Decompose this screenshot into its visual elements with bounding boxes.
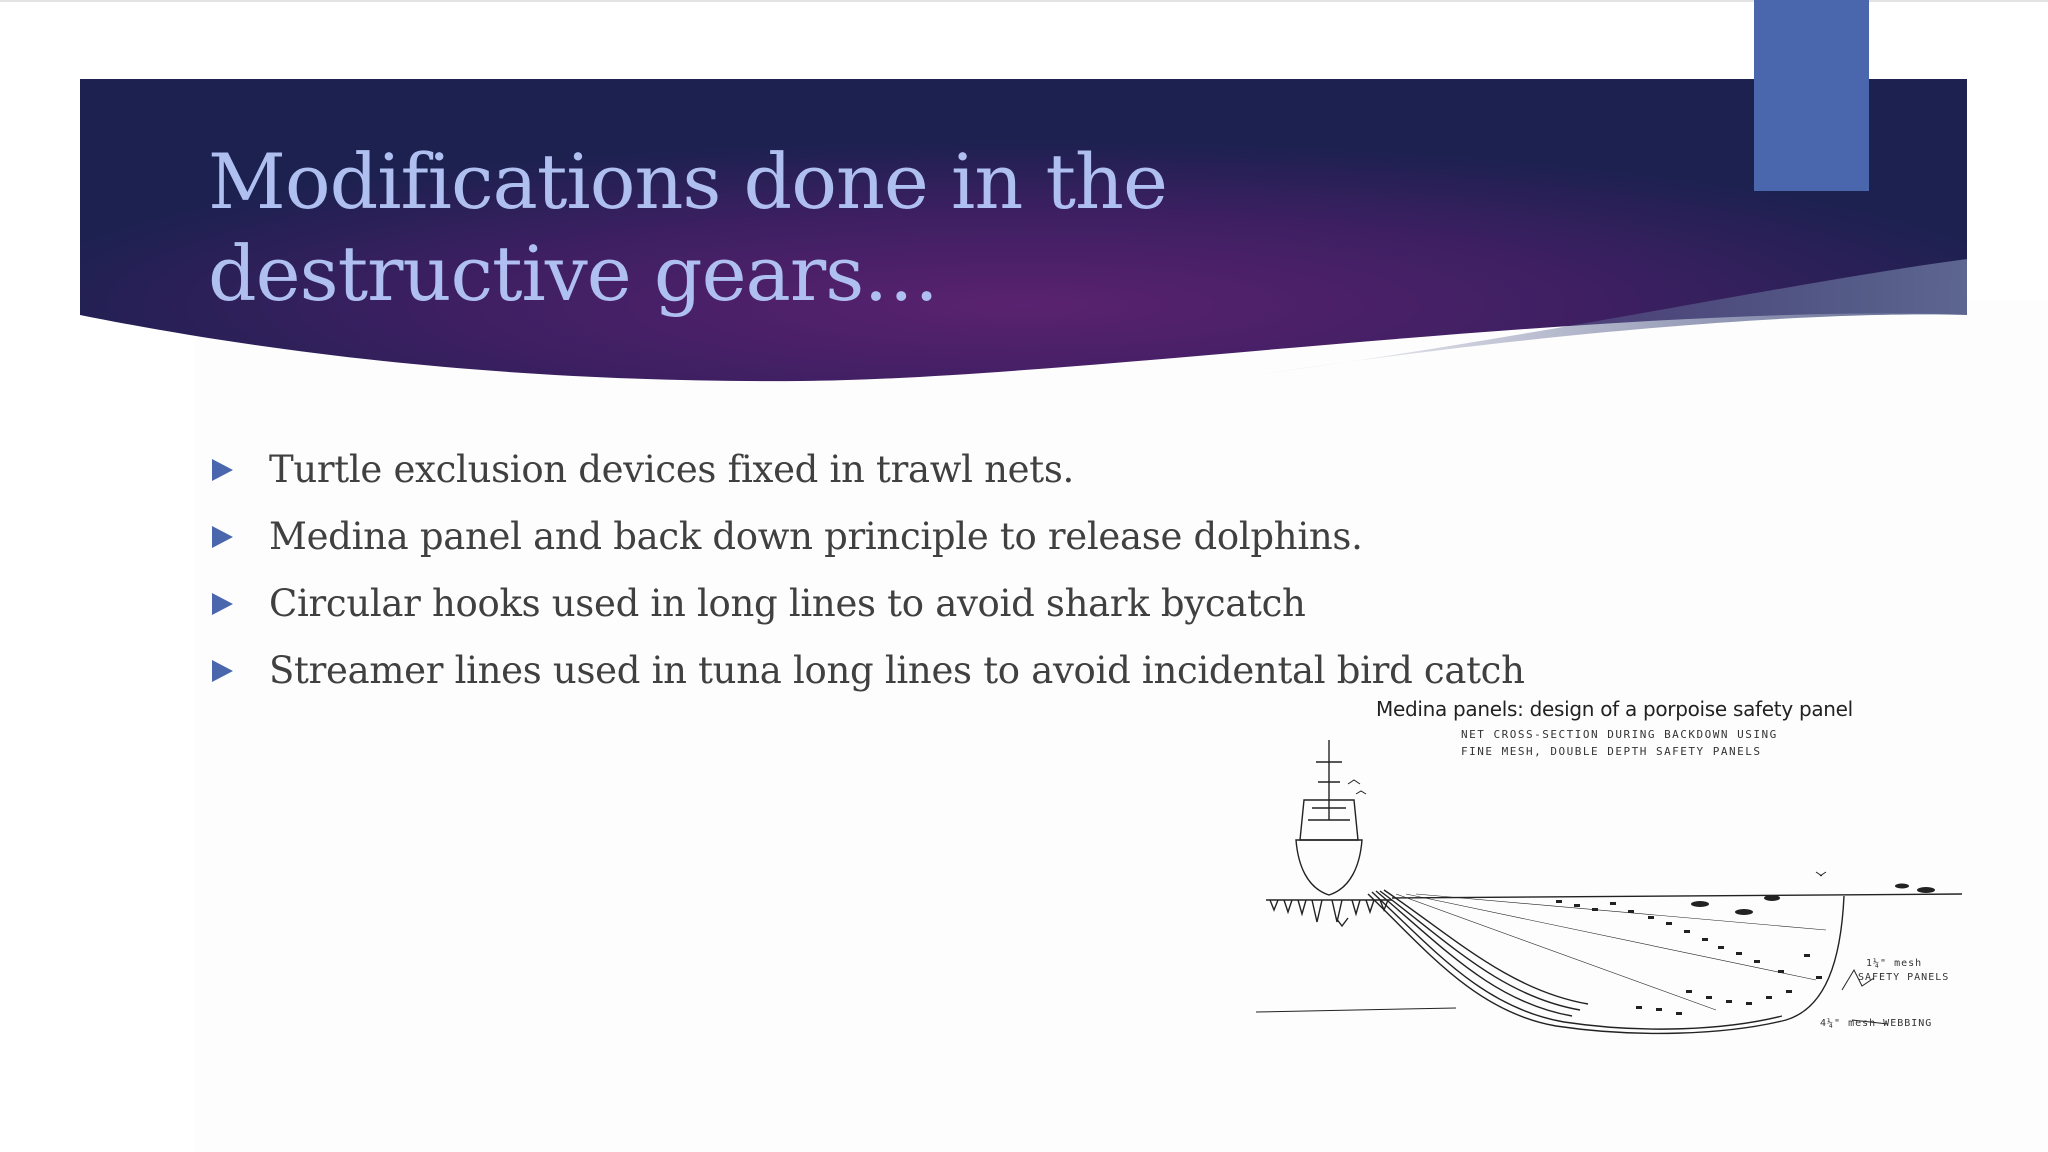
bullet-item — [208, 503, 1525, 570]
bullet-item — [208, 436, 1525, 503]
bullet-text: Medina panel and back down principle to release dolphins. — [269, 515, 1363, 558]
triangle-bullet-icon — [212, 660, 233, 682]
figure-label-panel-mesh: 1¼" mesh — [1866, 958, 1923, 969]
triangle-bullet-icon — [212, 526, 233, 548]
triangle-bullet-icon — [212, 459, 233, 481]
corner-accent — [1754, 0, 1869, 191]
bullet-list — [208, 436, 1525, 704]
triangle-bullet-icon — [212, 593, 233, 615]
figure-subtitle: FINE MESH, DOUBLE DEPTH SAFETY PANELS — [1461, 745, 1762, 758]
figure-subtitle: NET CROSS-SECTION DURING BACKDOWN USING — [1461, 728, 1778, 741]
top-rule — [0, 0, 2048, 2]
net-illustration — [1256, 690, 1978, 1045]
bullet-text: Turtle exclusion devices fixed in trawl nets. — [269, 448, 1074, 491]
medina-panel-figure — [1256, 690, 1978, 1045]
bullet-item — [208, 570, 1525, 637]
figure-label-webbing: 4¼" mesh WEBBING — [1820, 1018, 1933, 1029]
slide-title: Modifications done in the destructive gears… — [208, 137, 1167, 318]
figure-label-safety-panels: SAFETY PANELS — [1858, 972, 1950, 983]
bullet-text: Circular hooks used in long lines to avoid shark bycatch — [269, 582, 1306, 625]
figure-title: Medina panels: design of a porpoise safety panel — [1376, 697, 1853, 721]
bullet-text: Streamer lines used in tuna long lines to avoid incidental bird catch — [269, 649, 1525, 692]
